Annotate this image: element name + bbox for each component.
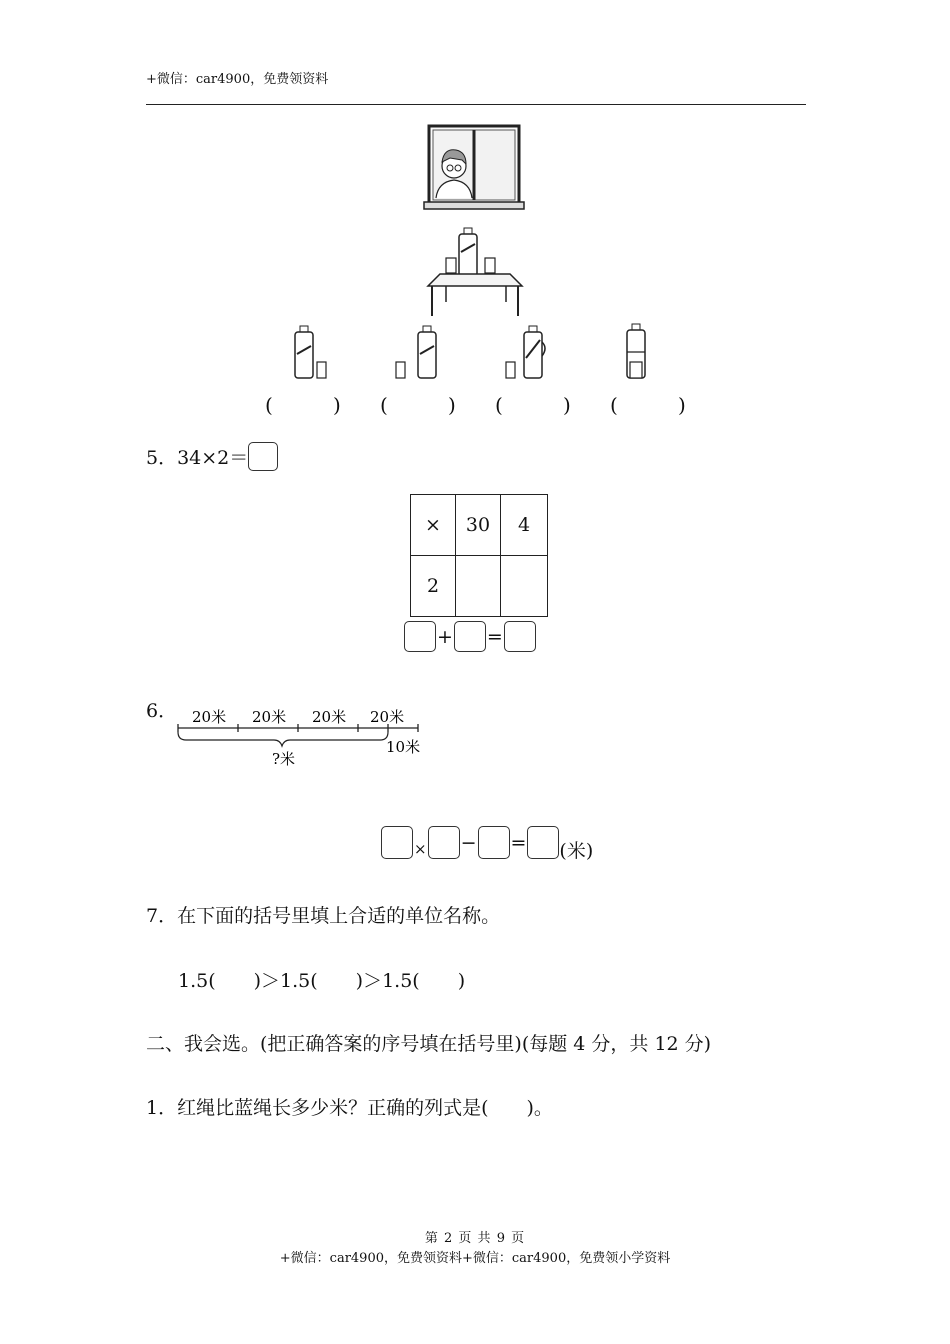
header-promo: +微信：car4900，免费领资料	[146, 72, 329, 87]
plus-sign: +	[437, 625, 453, 648]
q7-label: 7．在下面的括号里填上合适的单位名称。	[146, 905, 501, 927]
q6-label: 6．	[146, 700, 178, 722]
segment-label: 20米	[252, 708, 287, 726]
unit-label: (米)	[559, 840, 594, 862]
section2-title: 二、我会选。(把正确答案的序号填在括号里)(每题 4 分，共 12 分)	[146, 1033, 712, 1055]
paren-close: )	[678, 393, 686, 417]
grid-op: ×	[411, 495, 456, 556]
view-3	[506, 326, 545, 378]
grid-cell-answer-2[interactable]	[501, 556, 548, 617]
segment-label: 20米	[370, 708, 405, 726]
paren-open: (	[380, 393, 388, 417]
s2-q1-text: 1．红绳比蓝绳长多少米？正确的列式是( )。	[146, 1097, 553, 1119]
four-views-illustration	[280, 322, 680, 384]
page-number: 第 2 页 共 9 页	[424, 1231, 526, 1246]
q5-sum-line	[404, 621, 536, 652]
q5-label: 5．34×2＝	[146, 447, 249, 469]
q7-expression: 1.5( )＞1.5( )＞1.5( )	[178, 970, 466, 992]
eq-box-2[interactable]	[428, 826, 460, 859]
paren-open: (	[610, 393, 618, 417]
grid-c2: 4	[501, 495, 548, 556]
equals-sign: =	[486, 625, 503, 648]
paren-open: (	[265, 393, 273, 417]
q6-equation-line	[381, 822, 594, 863]
sum-box-3[interactable]	[504, 621, 536, 652]
grid-r2: 2	[411, 556, 456, 617]
table-thermos-illustration	[422, 222, 528, 318]
equals-sign: =	[510, 831, 527, 854]
window-boy-illustration	[420, 122, 530, 214]
paren-close: )	[563, 393, 571, 417]
q5-line	[146, 442, 278, 471]
segment-label: 20米	[312, 708, 347, 726]
q5-multiplication-grid	[410, 494, 548, 617]
q6-line-diagram	[170, 702, 430, 772]
grid-cell-answer-1[interactable]	[456, 556, 501, 617]
sum-box-1[interactable]	[404, 621, 436, 652]
view-4	[627, 324, 645, 378]
paren-close: )	[448, 393, 456, 417]
q5-answer-box[interactable]	[248, 442, 278, 471]
times-sign: ×	[414, 839, 427, 858]
view-1	[295, 326, 326, 378]
eq-box-1[interactable]	[381, 826, 413, 859]
footer-promo: +微信：car4900，免费领资料+微信：car4900，免费领小学资料	[279, 1251, 671, 1266]
view-2	[396, 326, 436, 378]
sum-box-2[interactable]	[454, 621, 486, 652]
header-rule	[146, 104, 806, 105]
paren-close: )	[333, 393, 341, 417]
grid-c1: 30	[456, 495, 501, 556]
extra-label: 10米	[386, 738, 421, 756]
minus-sign: −	[460, 831, 477, 854]
eq-box-3[interactable]	[478, 826, 510, 859]
paren-open: (	[495, 393, 503, 417]
question-label: ?米	[272, 750, 296, 768]
segment-label: 20米	[192, 708, 227, 726]
eq-box-4[interactable]	[527, 826, 559, 859]
